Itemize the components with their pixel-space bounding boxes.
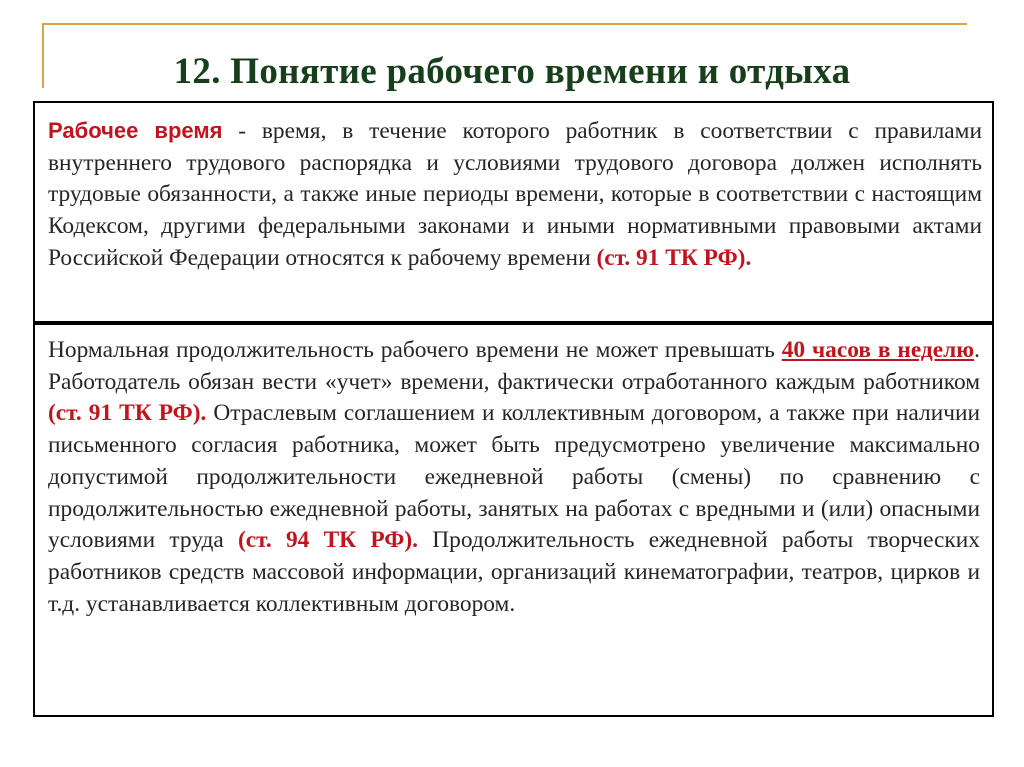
text-segment: . Работодатель обязан вести «учет» времени, фактически отработанного каждым работником — [48, 337, 980, 395]
normal-duration-box — [33, 323, 994, 717]
text-segment: Отраслевым соглашением и коллективным договором, а также при наличии письменного согласия работника, может быть предусмотрено увеличение максимально допустимой продолжительности ежедневной работы (смены) по сравнению с продолжительностью ежедневной работы, занятых на работах с вредными и (или) опасными условиями труда — [48, 400, 981, 554]
slide-title: 12. Понятие рабочего времени и отдыха — [173, 51, 851, 92]
text-segment: Продолжительность ежедневной работы творческих работников средств массовой информации, организаций кинематографии, театров, цирков и т.д. устанавливается коллективным договором. — [48, 527, 980, 617]
law-reference: (ст. 94 ТК РФ). — [237, 527, 418, 554]
text-segment: Нормальная продолжительность рабочего времени не может превышать — [48, 337, 782, 363]
definition-text: - время, в течение которого работник в соответствии с правилами внутреннего трудового распорядка и условиями трудового договора должен исполнять трудовые обязанности, а также иные периоды времени, которые в соответствии с настоящим Кодексом, другими федеральными законами и иными нормативными правовыми актами Российской Федерации относятся к рабочему времени — [48, 118, 982, 271]
law-reference: (ст. 91 ТК РФ). — [596, 244, 752, 271]
duration-paragraph — [48, 335, 980, 620]
law-reference: (ст. 91 ТК РФ). — [48, 400, 207, 427]
top-decorative-line — [42, 23, 967, 25]
hours-highlight: 40 часов в неделю — [781, 337, 975, 363]
term-highlight: Рабочее время — [48, 118, 223, 143]
working-time-definition-box — [33, 101, 994, 323]
definition-paragraph — [48, 115, 982, 275]
